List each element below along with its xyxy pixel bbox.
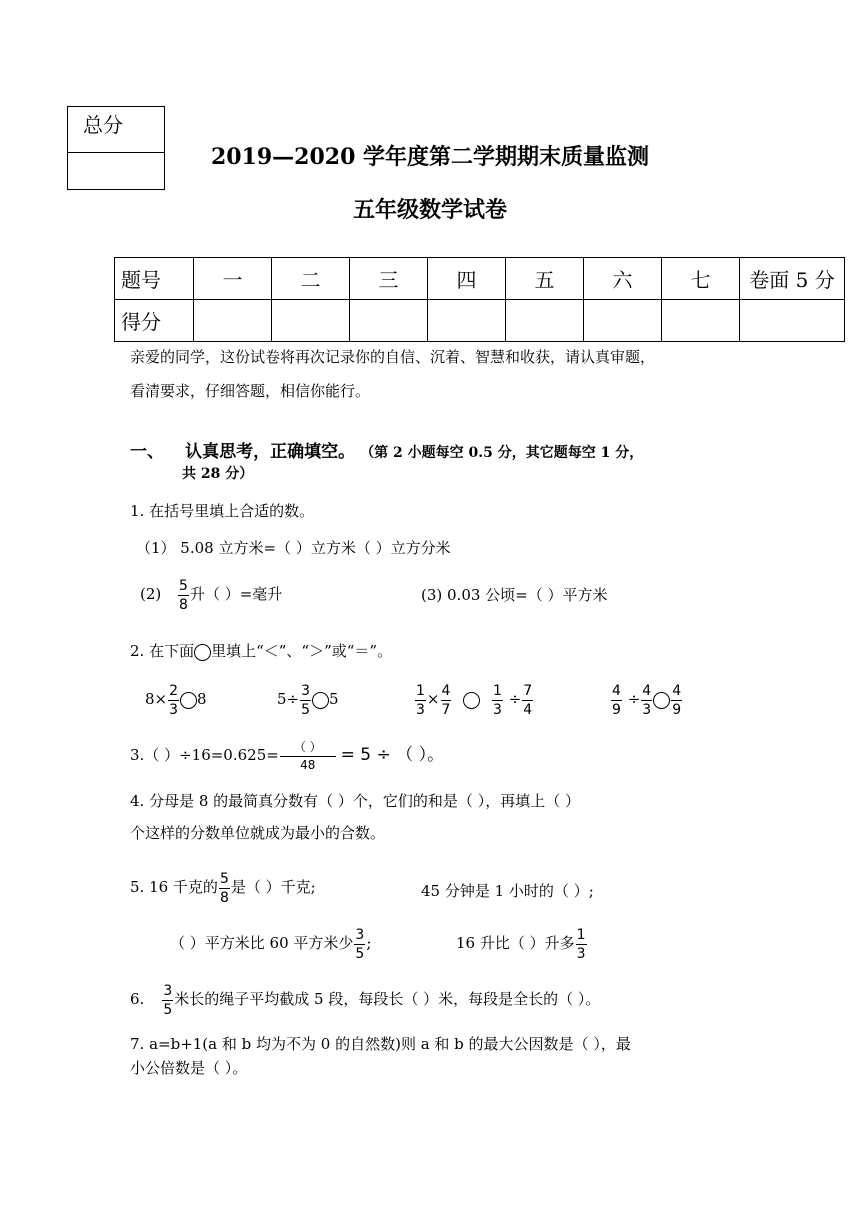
- header-cell-question-no: 题号: [115, 258, 194, 300]
- fraction-denominator: 3: [576, 945, 586, 962]
- q2-stem: [130, 640, 392, 661]
- fraction-numerator: 4: [642, 682, 652, 699]
- q7-line-2: 小公倍数是（ ）。: [130, 1059, 248, 1077]
- compare-circle[interactable]: [180, 692, 197, 709]
- expr-operator: ×: [426, 690, 440, 708]
- fraction-numerator: （ ）: [280, 741, 336, 757]
- score-cell[interactable]: [662, 300, 740, 342]
- score-table: [114, 257, 845, 342]
- fraction-denominator: 9: [672, 701, 682, 718]
- header-cell-4: 四: [428, 258, 506, 300]
- exam-title: 2019—2020 学年度第二学期期末质量监测: [210, 144, 650, 170]
- q5-a-post: 是（ ）千克;: [230, 878, 316, 896]
- q3-fraction: [280, 741, 336, 771]
- expr-operator: ÷: [508, 690, 522, 708]
- fraction-denominator: 3: [492, 701, 502, 718]
- fraction-numerator: 3: [355, 926, 365, 943]
- header-cell-6: 六: [584, 258, 662, 300]
- q1-part-2: [140, 575, 282, 613]
- fraction-denominator: 5: [163, 1001, 173, 1018]
- fraction-denominator: 4: [523, 701, 533, 718]
- q4-line-2: 个这样的分数单位就成为最小的合数。: [130, 824, 386, 842]
- section-1-heading: [130, 437, 643, 462]
- q5-d-fraction: [576, 928, 587, 961]
- fraction-denominator: 3: [169, 701, 179, 718]
- section-1-note: （第 2 小题每空 0.5 分，其它题每空 1 分，: [360, 445, 644, 461]
- expr-fraction: [641, 684, 652, 717]
- expr-text: 5÷: [277, 690, 300, 708]
- header-cell-1: 一: [194, 258, 272, 300]
- fraction-numerator: 3: [301, 682, 311, 699]
- q5-part-d: [456, 920, 588, 966]
- q5-c-fraction: [354, 928, 365, 961]
- score-row-label: 得分: [115, 300, 194, 342]
- score-cell[interactable]: [194, 300, 272, 342]
- header-cell-2: 二: [272, 258, 350, 300]
- q2-expression-1: [145, 678, 207, 720]
- score-cell[interactable]: [506, 300, 584, 342]
- fraction-numerator: 2: [169, 682, 179, 699]
- fraction-numerator: 1: [492, 682, 502, 699]
- compare-circle[interactable]: [312, 692, 329, 709]
- q2-expression-3: [414, 678, 534, 720]
- expr-fraction: [611, 684, 622, 717]
- fraction-denominator: 8: [179, 596, 188, 613]
- q7-line-1: 7. a=b+1(a 和 b 均为不为 0 的自然数)则 a 和 b 的最大公因数是（ ），最: [130, 1035, 631, 1053]
- fraction-numerator: 7: [523, 682, 533, 699]
- q4-line-1: 4. 分母是 8 的最简真分数有（ ）个，它们的和是（ ），再填上（ ）: [130, 792, 580, 810]
- header-cell-7: 七: [662, 258, 740, 300]
- expr-fraction: [492, 684, 503, 717]
- q2-expression-4: [610, 678, 683, 720]
- score-table-score-row: [115, 300, 845, 342]
- q6: [130, 976, 600, 1022]
- q5-d-pre: 16 升比（ ）升多: [456, 934, 575, 952]
- q6-pre: 6.: [130, 990, 145, 1008]
- q3-post: = 5 ÷ （ ）。: [340, 745, 445, 765]
- q3: [130, 734, 444, 776]
- compare-circle[interactable]: [463, 692, 480, 709]
- score-cell[interactable]: [350, 300, 428, 342]
- total-score-label: 总分: [83, 113, 123, 137]
- q5-a-pre: 5. 16 千克的: [130, 878, 218, 896]
- q5-part-a: [130, 864, 316, 910]
- expr-text: 8×: [145, 690, 168, 708]
- fraction-numerator: 5: [219, 870, 229, 887]
- expr-fraction: [671, 684, 682, 717]
- q5-part-b: 45 分钟是 1 小时的（ ）;: [421, 882, 594, 900]
- header-cell-5: 五: [506, 258, 584, 300]
- exam-subtitle: 五年级数学试卷: [352, 197, 507, 223]
- score-cell[interactable]: [584, 300, 662, 342]
- expr-text: 5: [329, 690, 339, 708]
- fraction-denominator: 5: [355, 945, 365, 962]
- score-cell[interactable]: [428, 300, 506, 342]
- q1-part-2-text: 升（ ）=毫升: [189, 585, 283, 603]
- section-1-number: 一、: [130, 442, 164, 462]
- intro-line-2: 看清要求，仔细答题，相信你能行。: [130, 382, 371, 400]
- q5-a-fraction: [219, 872, 230, 905]
- fraction-denominator: 48: [300, 758, 316, 772]
- expr-fraction: [415, 684, 426, 717]
- fraction-numerator: 1: [416, 682, 425, 699]
- q1-part-1: （1） 5.08 立方米=（ ）立方米（ ）立方分米: [136, 539, 451, 557]
- section-1-title: 认真思考，正确填空。: [185, 442, 356, 462]
- section-1-note-cont: 共 28 分）: [182, 466, 254, 482]
- fraction-numerator: 4: [441, 682, 451, 699]
- fraction-denominator: 7: [441, 701, 451, 718]
- circle-icon: [194, 644, 211, 661]
- fraction-numerator: 1: [576, 926, 586, 943]
- intro-line-1: 亲爱的同学，这份试卷将再次记录你的自信、沉着、智慧和收获，请认真审题，: [130, 348, 656, 366]
- fraction-numerator: 3: [163, 982, 173, 999]
- score-cell[interactable]: [740, 300, 845, 342]
- fraction-denominator: 3: [642, 701, 652, 718]
- fraction-denominator: 3: [416, 701, 425, 718]
- q6-post: 米长的绳子平均截成 5 段，每段长（ ）米，每段是全长的（ ）。: [174, 990, 601, 1008]
- fraction-numerator: 5: [179, 577, 188, 594]
- q2-stem-pre: 2. 在下面: [130, 642, 195, 660]
- fraction-numerator: 4: [672, 682, 682, 699]
- q1-fraction: [178, 579, 189, 612]
- q1-part-2-number: (2): [140, 585, 162, 603]
- q2-stem-post: 里填上“＜”、“＞”或“＝”。: [211, 642, 393, 660]
- expr-text: 8: [197, 690, 207, 708]
- compare-circle[interactable]: [653, 692, 670, 709]
- fraction-denominator: 5: [301, 701, 311, 718]
- expr-fraction: [300, 684, 311, 717]
- fraction-numerator: 4: [612, 682, 621, 699]
- header-cell-3: 三: [350, 258, 428, 300]
- q1-stem: 1. 在括号里填上合适的数。: [130, 502, 315, 520]
- score-table-header-row: [115, 258, 845, 300]
- q6-fraction: [162, 984, 173, 1017]
- score-cell[interactable]: [272, 300, 350, 342]
- header-cell-neatness: 卷面 5 分: [740, 258, 845, 300]
- q1-part-3: (3) 0.03 公顷=（ ）平方米: [421, 586, 608, 604]
- expr-operator: ÷: [627, 690, 641, 708]
- q5-part-c: [170, 920, 371, 966]
- fraction-denominator: 8: [219, 889, 229, 906]
- q2-expression-2: [277, 678, 339, 720]
- expr-fraction: [522, 684, 533, 717]
- q5-c-post: ;: [366, 934, 372, 952]
- expr-fraction: [168, 684, 179, 717]
- expr-fraction: [441, 684, 452, 717]
- fraction-denominator: 9: [612, 701, 621, 718]
- q3-pre: 3.（ ）÷16=0.625=: [130, 746, 279, 764]
- q5-c-pre: （ ）平方米比 60 平方米少: [170, 934, 354, 952]
